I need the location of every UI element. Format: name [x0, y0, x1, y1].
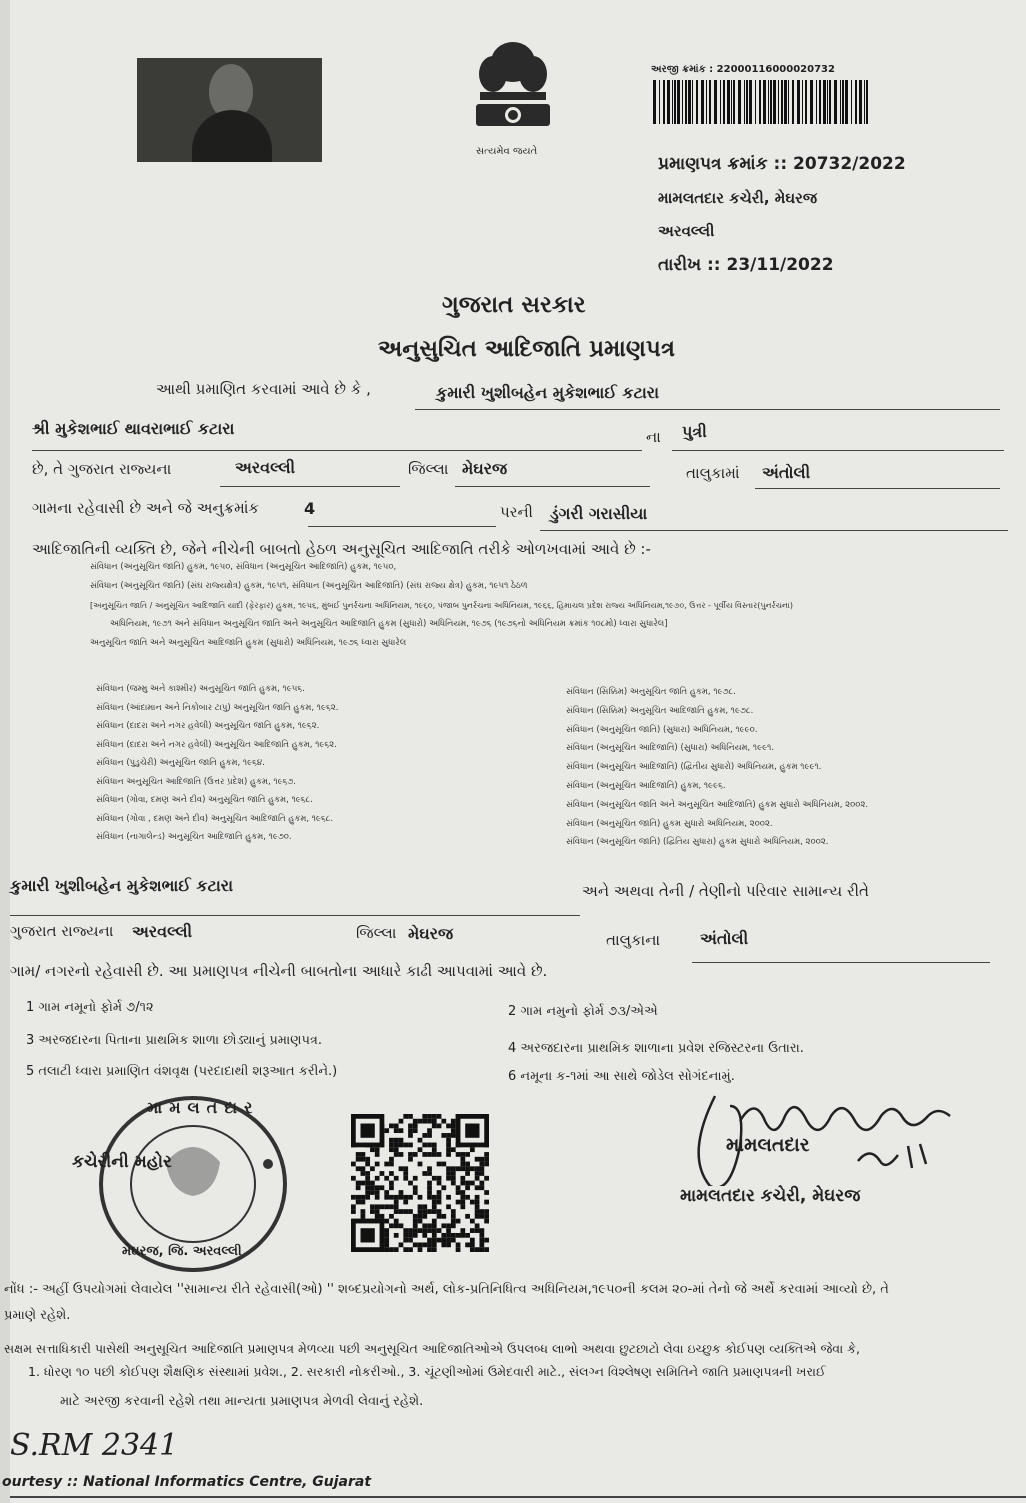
zilla-label: જિલ્લા: [408, 460, 449, 478]
law-line: સંવિધાન (આંદામાન અને નિકોબાર ટાપુ) અનુસૂચિત જાતિ હુકમ, ૧૯૬૨.: [96, 702, 339, 713]
relation: પુત્રી: [682, 422, 707, 441]
tribe-name: ડુંગરી ગરાસીયા: [550, 504, 648, 523]
seal-center-text: કચેરીની મહોર: [72, 1152, 172, 1172]
document-item: 6 નમૂના ક-૧માં આ સાથે જોડેલ સોગંદનામું.: [508, 1069, 735, 1084]
residence-taluka-label: તાલુકાના: [606, 931, 661, 949]
document-item: 1 ગામ નમૂનો ફોર્મ ૭/૧૨: [26, 1000, 154, 1015]
law-line: અધિનિયમ, ૧૯૭૧ અને સંવિધાન અનુસૂચિત જાતિ અને અનુસૂચિત આદિજાતિ હુકમ (સુધારો) અધિનિયમ, ૧૯૭૬ (૧૯૭૬નો અધિનિયમ ક્રમાંક ૧૦૮મો) ધ્વારા સુધારેલ]: [110, 619, 668, 629]
issuing-office: મામલતદાર કચેરી, મેઘરજ: [658, 189, 818, 207]
law-line: સંવિધાન (અનુસૂચિત જાતિ) હુકમ સુધારો અધિનિયમ, ૨૦૦૨.: [566, 818, 773, 829]
application-number: અરજી ક્રમાંક : 22000116000020732: [651, 64, 835, 75]
residence-name: કુમારી ખુશીબહેન મુકેશભાઈ કટારા: [10, 876, 233, 895]
document-item: 4 અરજદારના પ્રાથમિક શાળાના પ્રવેશ રજિસ્ટરના ઉતારા.: [508, 1041, 804, 1056]
certify-prefix: આથી પ્રમાણિત કરવામાં આવે છે કે ,: [156, 380, 371, 398]
taluka-value: અંતોલી: [762, 463, 811, 482]
residence-state-prefix: ગુજરાત રાજ્યના: [10, 922, 114, 940]
state-prefix: છે, તે ગુજરાત રાજ્યના: [32, 460, 172, 478]
certificate-page: [2, 0, 1026, 1503]
taluka-label: તાલુકામાં: [686, 464, 740, 482]
serial-number: 4: [304, 499, 316, 518]
ashoka-emblem-icon: [468, 34, 558, 144]
seal-bottom-text: મેઘરજ, જિ. અરવલ્લી: [122, 1244, 242, 1259]
note-1-line-2: પ્રમાણે રહેશે.: [4, 1308, 71, 1323]
law-line: સંવિધાન (સિક્કિમ) અનુસૂચિત જાતિ હુકમ, ૧૯૭૮.: [566, 687, 736, 697]
law-line: સંવિધાન (દાદરા અને નગર હવેલી) અનુસૂચિત આદિજાતિ હુકમ, ૧૯૬૨.: [96, 739, 337, 750]
document-item: 2 ગામ નમુનો ફોર્મ ૭૩/એએ: [508, 1004, 658, 1019]
issuing-district: અરવલ્લી: [658, 222, 715, 240]
na-label: ના: [646, 428, 661, 446]
law-line: સંવિધાન (અનુસૂચિત જાતિ) (સુધારા) અધિનિયમ, ૧૯૯૦.: [566, 724, 758, 735]
basis-sentence: ગામ/ નગરનો રહેવાસી છે. આ પ્રમાણપત્ર નીચેની બાબતોના આધારે કાઢી આપવામાં આવે છે.: [10, 962, 548, 980]
residence-district: અરવલ્લી: [132, 922, 193, 941]
note-2-line-2: 1. ધોરણ ૧૦ પછી કોઈપણ શૈક્ષણિક સંસ્થામાં પ્રવેશ., 2. સરકારી નોકરીઓ., 3. ચૂંટણીઓમાં ઉમેદવારી માટે., સંલગ્ન વિશ્લેષણ સમિતિને જાતિ પ્રમાણપત્રની ખરાઈ: [28, 1364, 826, 1379]
law-line: સંવિધાન (અનુસૂચિત જાતિ) (સંઘ રાજ્યક્ષેત્ર) હુકમ, ૧૯૫૧, સંવિધાન (અનુસૂચિત આદિજાતિ) (સંઘ રાજ્ય ક્ષેત્ર) હુકમ, ૧૯૫૧ ઠેઠળ: [90, 581, 528, 591]
qr-code: [351, 1114, 489, 1252]
emblem-motto: સત્યમેવ જયતે: [476, 146, 538, 157]
residence-taluka: અંતોલી: [700, 929, 749, 948]
law-line: અનુસૂચિત જાતિ અને અનુસૂચિત આદિજાતિ હુકમ (સુધારો) અધિનિયમ, ૧૯૭૬ ધ્વારા સુધારેલ: [90, 638, 407, 648]
courtesy-text: ourtesy :: National Informatics Centre, Gujarat: [2, 1474, 372, 1490]
law-line: સંવિધાન (અનુસૂચિત જાતિ) (દ્વિતિય સુધારા) હુકમ સુધારો અધિનિયમ, ૨૦૦૨.: [566, 837, 829, 848]
barcode: [651, 80, 871, 124]
tribe-sentence: આદિજાતિની વ્યક્તિ છે, જેને નીચેની બાબતો હેઠળ અનુસૂચિત આદિજાતિ તરીકે ઓળખવામાં આવે છે :-: [32, 540, 651, 558]
district-value: અરવલ્લી: [235, 458, 296, 477]
seal-ring-text: મામલતદાર: [147, 1098, 260, 1117]
law-line: સંવિધાન (પુડુચેરી) અનુસૂચિત જાતિ હુકમ, ૧૯૬૪.: [96, 758, 265, 768]
law-line: સંવિધાન (અનુસૂચિત જાતિ અને અનુસૂચિત આદિજાતિ) હુકમ સુધારો અધિનિયમ, ૨૦૦૨.: [566, 799, 869, 810]
law-line: સંવિધાન (દાદરા અને નગર હવેલી) અનુસૂચિત જાતિ હુકમ, ૧૯૬૨.: [96, 721, 320, 731]
handwritten-reference: S.RM 2341: [10, 1428, 179, 1463]
note-2-line-3: માટે અરજી કરવાની રહેશે તથા માન્યતા પ્રમાણપત્ર મેળવી લેવાનું રહેશે.: [60, 1394, 424, 1409]
certificate-title: અનુસુચિત આદિજાતિ પ્રમાણપત્ર: [378, 336, 676, 362]
law-line: સંવિધાન (અનુસૂચિત આદિજાતિ) (સુધારા) અધિનિયમ, ૧૯૯૧.: [566, 743, 775, 754]
law-line: સંવિધાન (નાગાલેન્ડ) અનુસૂચિત આદિજાતિ હુકમ, ૧૯૭૦.: [96, 832, 292, 842]
handwritten-signature: [660, 1076, 990, 1186]
applicant-photo: [137, 58, 322, 162]
issue-date: તારીખ :: 23/11/2022: [658, 255, 834, 275]
signature-title: મામલતદાર: [726, 1134, 810, 1156]
law-line: સંવિધાન (અનુસૂચિત આદિજાતિ) હુકમ, ૧૯૯૬.: [566, 781, 726, 791]
government-title: ગુજરાત સરકાર: [442, 292, 586, 318]
residence-village: મેઘરજ: [408, 924, 454, 943]
law-line: સંવિધાન (ગોવા , દમણ અને દીવ) અનુસૂચિત આદિજાતિ હુકમ, ૧૯૬૮.: [96, 813, 334, 824]
family-text: અને અથવા તેની / તેણીનો પરિવાર સામાન્ય રીતે: [582, 882, 869, 900]
father-name: શ્રી મુકેશભાઈ થાવરાભાઈ કટારા: [32, 419, 235, 438]
residence-zilla-label: જિલ્લા: [356, 924, 397, 942]
law-line: સંવિધાન (અનુસૂચિત જાતિ) હુકમ, ૧૯૫૦, સંવિધાન (અનુસૂચિત આદિજાતિ) હુકમ, ૧૯૫૦,: [90, 562, 397, 572]
law-line: સંવિધાન (અનુસૂચિત આદિજાતિ) (દ્વિતીય સુધારો) અધિનિયમ, હુકમ ૧૯૯૧.: [566, 762, 822, 773]
resident-prefix: ગામના રહેવાસી છે અને જે અનુક્રમાંક: [32, 499, 260, 517]
applicant-name: કુમારી ખુશીબહેન મુકેશભાઈ કટારા: [436, 383, 659, 402]
document-item: 3 અરજદારના પિતાના પ્રાથમિક શાળા છોડ્યાનું પ્રમાણપત્ર.: [26, 1033, 323, 1048]
law-line: સંવિધાન અનુસૂચિત આદિજાતિ (ઉત્તર પ્રદેશ) હુકમ, ૧૯૬૭.: [96, 776, 297, 787]
law-line: સંવિધાન (સિક્કિમ) અનુસૂચિત આદિજાતિ હુકમ, ૧૯૭૮.: [566, 705, 754, 716]
note-2-line-1: સક્ષમ સત્તાધિકારી પાસેથી અનુસૂચિત આદિજાતિ પ્રમાણપત્ર મેળવ્યા પછી અનુસૂચિત આદિજાતિઓએ ઉપલબ્ધ લાભો અથવા છુટછાટો લેવા ઇચ્છુક કોઈપણ વ્યક્તિએ જેવા કે,: [4, 1341, 860, 1356]
village-value: મેઘરજ: [462, 459, 508, 478]
parni-label: પરની: [500, 503, 533, 521]
law-line: [અનુસૂચિત જાતિ / અનુસૂચિત આદિજાતિ યાદી (ફેરફાર) હુકમ, ૧૯૫૬, મુંબઈ પુનર્રચના અધિનિયમ, ૧૯૬૦, પંજાબ પુનર્રચના અધિનિયમ, ૧૯૬૬, હિમાચલ પ્રદેશ રાજ્ય અધિનિયમ,૧૯૭૦, ઉત્તર - પૂર્વીય વિસ્તાર(પુનર્રચના): [90, 601, 794, 610]
signature-office: મામલતદાર કચેરી, મેઘરજ: [680, 1186, 861, 1206]
note-1-line-1: નોંધ :- અહીં ઉપયોગમાં લેવાયેલ ''સામાન્ય રીતે રહેવાસી(ઓ) '' શબ્દપ્રયોગનો અર્થ, લોક-પ્રતિનિધિત્વ અધિનિયમ,૧૯૫૦ની કલમ ૨૦-માં તેનો જે અર્થે કરવામાં આવ્યો છે, તે: [4, 1282, 889, 1297]
document-item: 5 તલાટી ધ્વારા પ્રમાણિત વંશવૃક્ષ (પરદાદાથી શરૂઆત કરીને.): [26, 1064, 338, 1079]
certificate-number: પ્રમાણપત્ર ક્રમાંક :: 20732/2022: [658, 154, 906, 174]
law-line: સંવિધાન (ગોવા, દમણ અને દીવ) અનુસૂચિત જાતિ હુકમ, ૧૯૬૮.: [96, 795, 313, 805]
law-line: સંવિધાન (જમ્મુ અને કાશ્મીર) અનુસૂચિત જાતિ હુકમ, ૧૯૫૬.: [96, 684, 305, 694]
